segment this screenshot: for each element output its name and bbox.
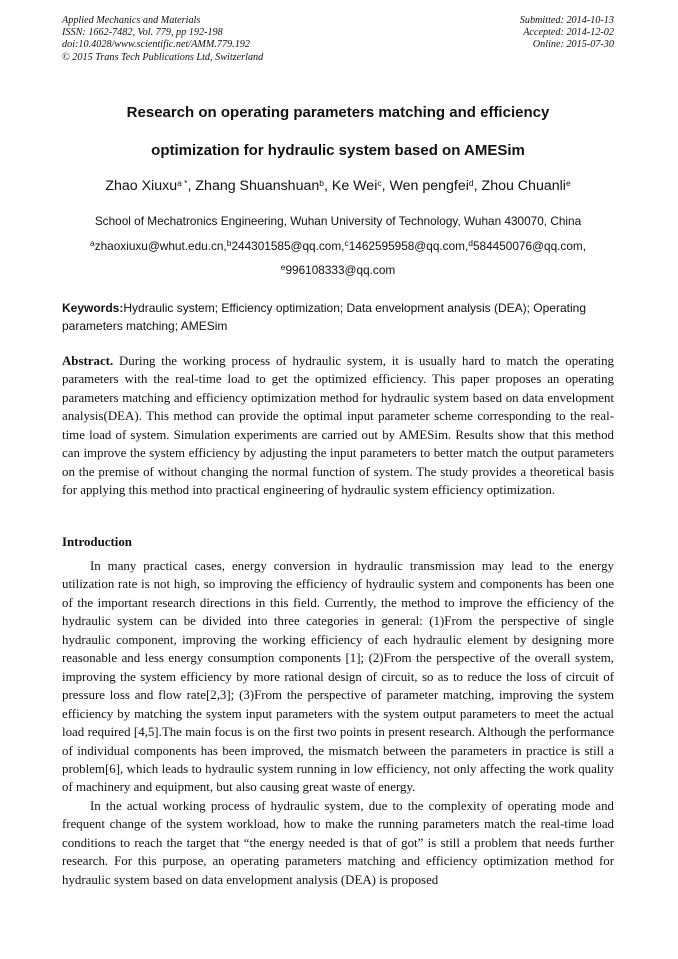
introduction-body [62,557,614,889]
author-name: Zhao Xiuxu [105,178,178,194]
online-date: Online: 2015-07-30 [532,39,614,51]
author-affil-mark: a * [177,178,188,188]
paragraph: In many practical cases, energy conversion in hydraulic transmission may lead to the energy utilization rate is not high, so improving the efficiency of hydraulic system and components has been one of the important research directions in this field. Currently, the method to improve the efficiency of the hydraulic system can be divided into three categories in general: (1)From the perspective of single hydraulic component, improving the working efficiency of each hydraulic element by designing more reasonable and less energy consumption components [1]; (2)From the perspective of the overall system, improving the system efficiency by more rational design of circuit, so as to reduce the loss of circuit of pressure loss and flow rate[2,3]; (3)From the perspective of parameter matching, improving the system efficiency by matching the system input parameters with the system output parameters to meet the actual load required [4,5].The main focus is on the first two points in present research. Although the performance of individual components has been improved, the mismatch between the parameters in practice is still a problem[6], which leads to hydraulic system running in low efficiency, not only affecting the work quality of machinery and equipment, but also causing great waste of energy. [62,559,614,795]
paragraph: In the actual working process of hydraulic system, due to the complexity of operating mode and frequent change of the system workload, how to make the running parameters match the real-time load conditions to reach the target that “the energy needed is that of got” is still a problem that needs further research. For this purpose, an operating parameters matching and efficiency optimization method for hydraulic system based on data envelopment analysis (DEA) is proposed [62,798,614,887]
email-address: 584450076@qq.com, [473,239,586,253]
abstract-text: During the working process of hydraulic system, it is usually hard to match the operating parameters with the real-time load to get the optimized efficiency. This paper proposes an operating parameters matching and efficiency optimization method for hydraulic system based on data envelopment analysis(DEA). This method can provide the optimal input parameter scheme corresponding to the real-time load of system. Simulation experiments are carried out by AMESim. Results show that this method can improve the system efficiency by adjusting the input parameters to better match the output parameters on the premise of without changing the normal function of system. The study provides a theoretical basis for applying this method into practical engineering of hydraulic system efficiency optimization. [62,354,614,498]
email-line-2: $^e$996108333@qq.com [280,262,396,277]
accepted-date: Accepted: 2014-12-02 [523,27,614,39]
section-heading-introduction: Introduction [62,535,132,549]
issn: ISSN: 1662-7482, Vol. 779, pp 192-198 [62,27,223,39]
affiliation: School of Mechatronics Engineering, Wuhan University of Technology, Wuhan 430070, China [94,214,582,228]
journal-header [62,15,263,64]
abstract [62,352,614,500]
author-affil-mark: d [468,178,474,188]
dates-header [520,15,614,52]
email-address: 1462595958@qq.com, [348,239,469,253]
email-address: 244301585@qq.com, [231,239,345,253]
author-affil-mark: b [319,178,324,188]
author-list: Zhao Xiuxu$^{a *}$, Zhang Shuanshuan$^b$, Ke Wei$^c$, Wen pengfei$^d$, Zhou Chuanli$^e$ [105,178,571,194]
email-address: zhaoxiuxu@whut.edu.cn, [94,239,227,253]
author-affil-mark: c [377,178,382,188]
keywords [62,299,614,335]
email-line-1: $^a$zhaoxiuxu@whut.edu.cn,$^b$244301585@qq.com,$^c$1462595958@qq.com,$^d$584450076@qq.com, [89,238,586,253]
paper-title-line2: optimization for hydraulic system based on AMESim [151,142,525,159]
copyright: © 2015 Trans Tech Publications Ltd, Switzerland [62,51,264,63]
doi: doi:10.4028/www.scientific.net/AMM.779.192 [62,39,250,51]
email-address: 996108333@qq.com [285,263,396,277]
author-affil-mark: e [565,178,571,188]
author-name: Wen pengfei [389,178,469,194]
submitted-date: Submitted: 2014-10-13 [519,15,614,26]
author-name: Zhang Shuanshuan [195,178,320,194]
author-name: Zhou Chuanli [481,178,566,194]
paper-title-line1: Research on operating parameters matching and efficiency [126,104,550,121]
abstract-label: Abstract. [62,354,114,368]
journal-name: Applied Mechanics and Materials [62,15,201,26]
author-name: Ke Wei [331,178,378,194]
keywords-text: Hydraulic system; Efficiency optimization; Data envelopment analysis (DEA); Operating parameters matching; AMESim [62,301,586,333]
keywords-label: Keywords: [62,301,124,315]
